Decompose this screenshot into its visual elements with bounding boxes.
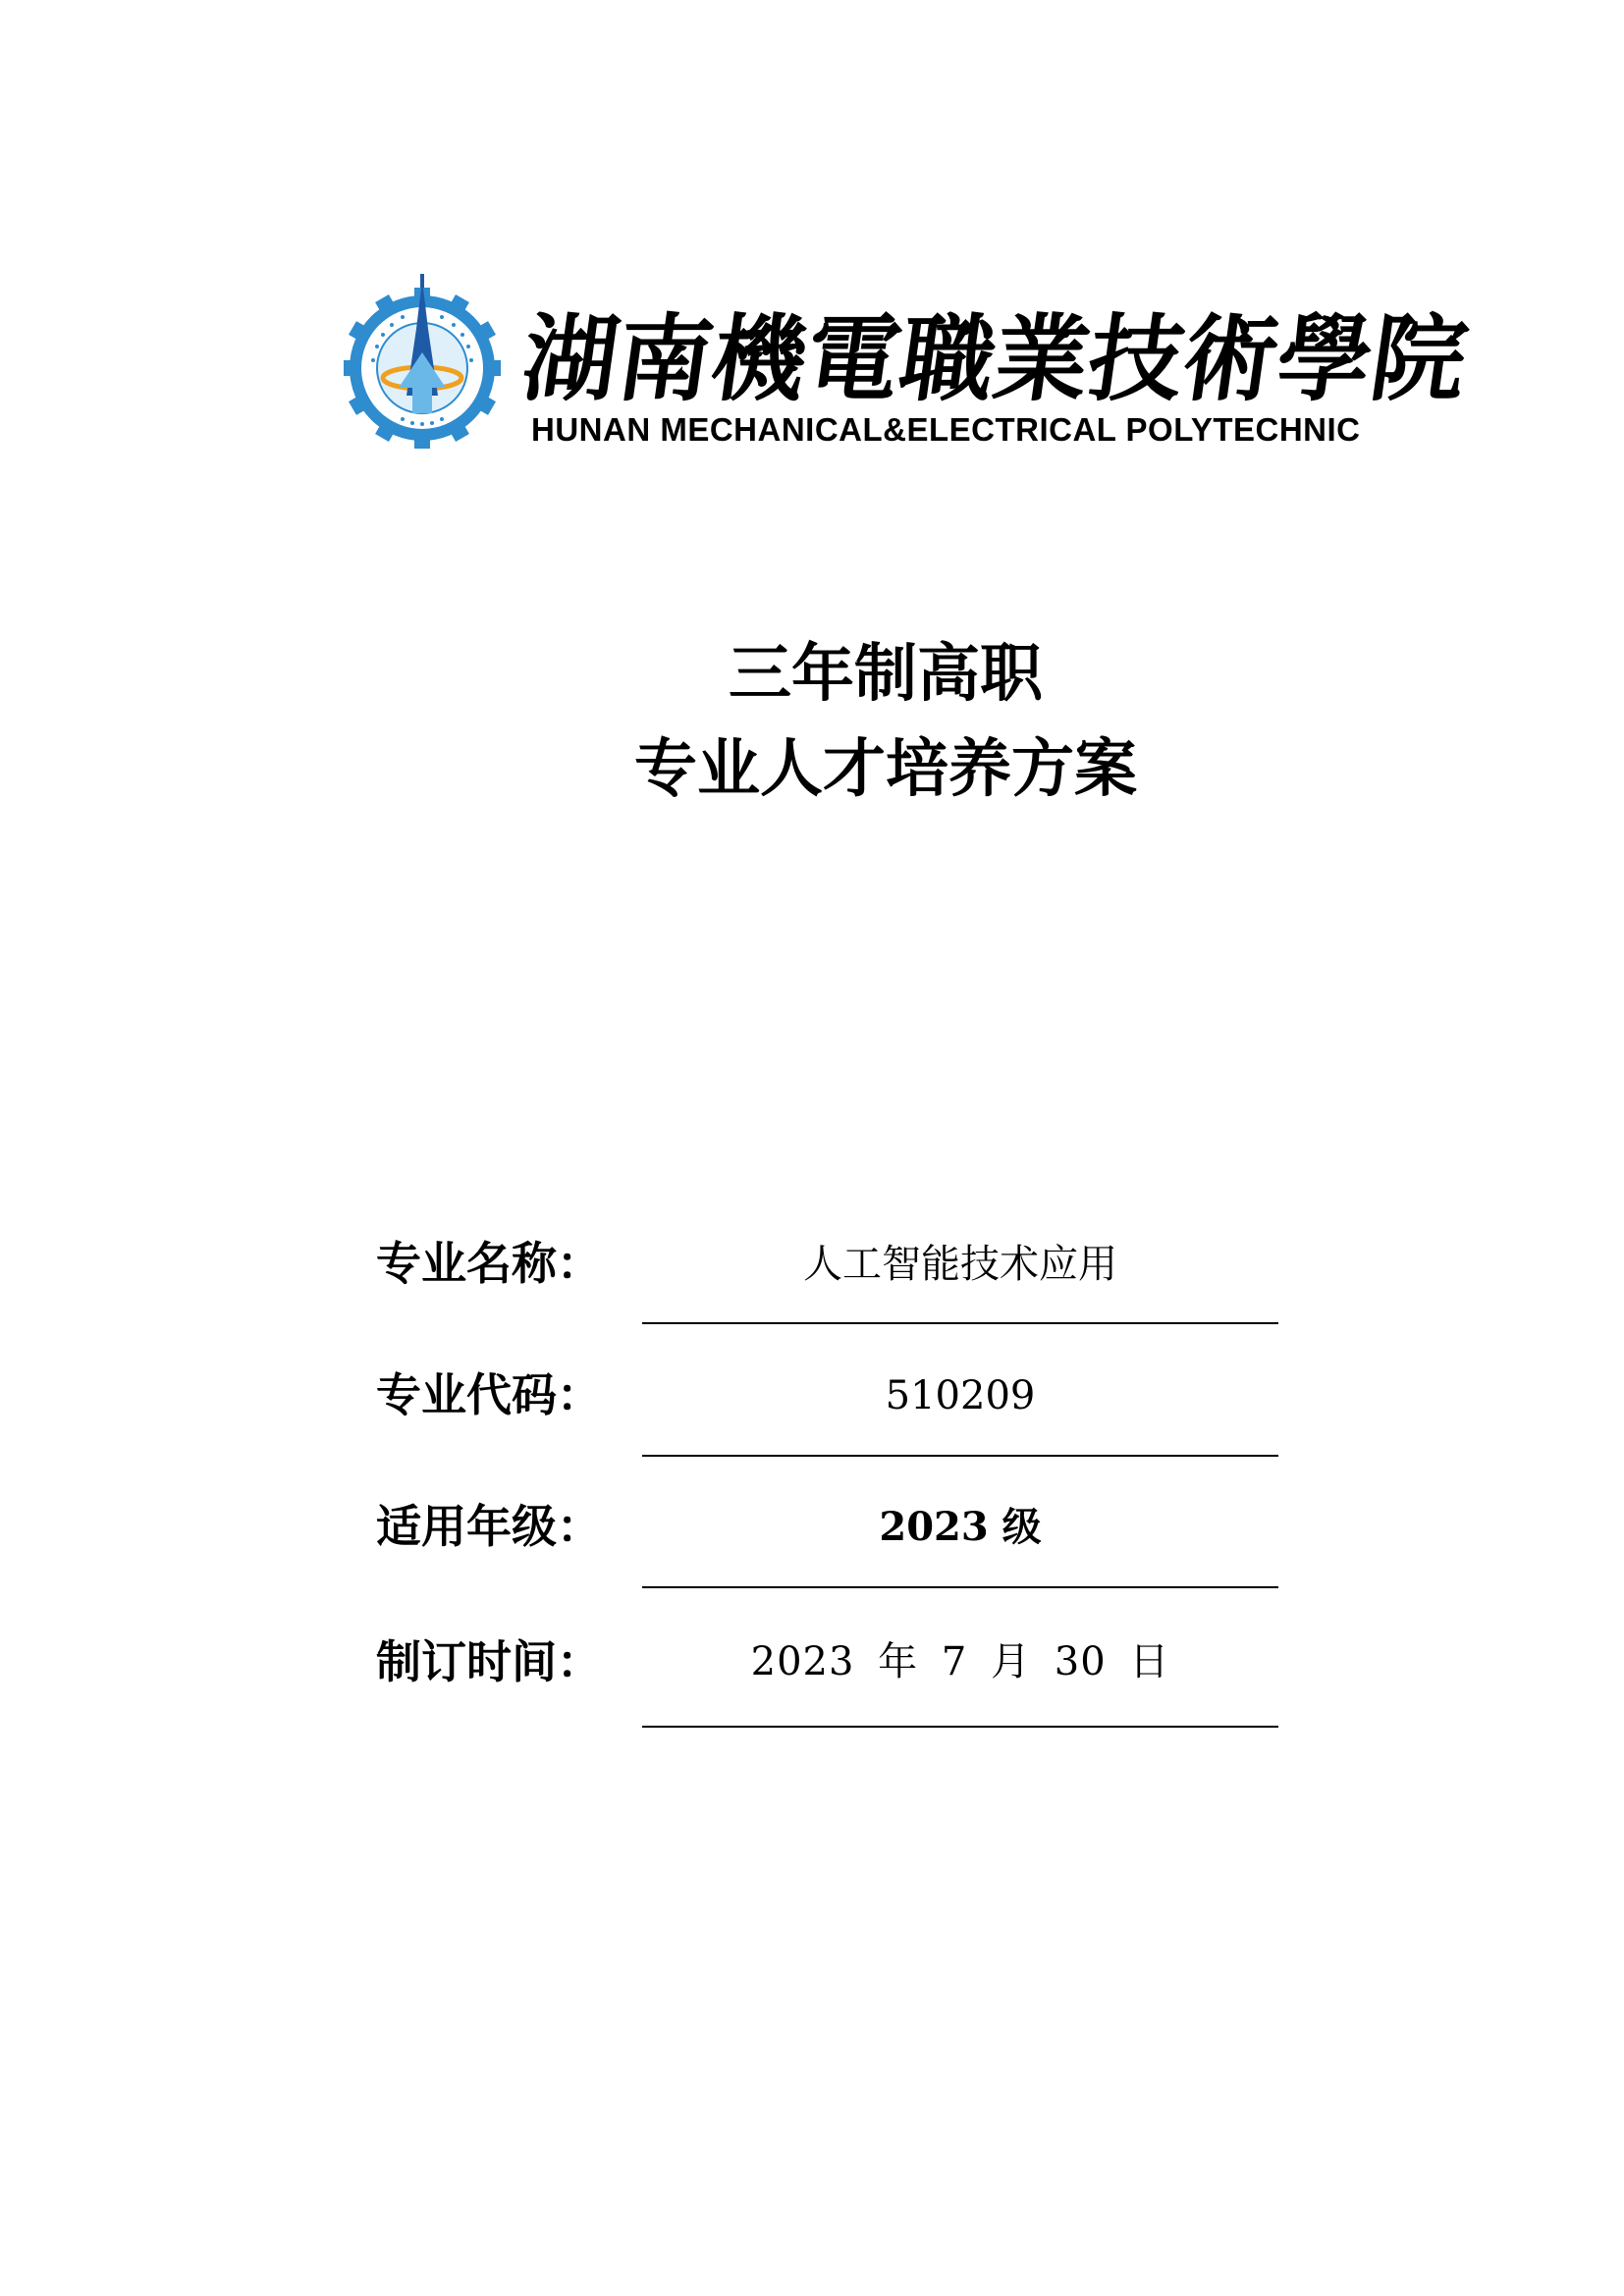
formulation-date-underline: [642, 1726, 1278, 1728]
school-name-chinese: 湖南機電職業技術學院: [515, 303, 1475, 414]
major-code-underline: [642, 1455, 1278, 1457]
major-name-value: 人工智能技术应用: [803, 1242, 1117, 1287]
major-code-label: 专业代码：: [376, 1368, 602, 1421]
applicable-grade-underline: [642, 1586, 1278, 1588]
major-name-label: 专业名称：: [376, 1237, 602, 1290]
school-emblem-icon: [344, 270, 501, 456]
document-title-line-2: 专业人才培养方案: [634, 733, 1137, 806]
formulation-date-value: 2023 年 7 月 30 日: [750, 1639, 1170, 1684]
major-code-value: 510209: [885, 1373, 1036, 1418]
applicable-grade-label: 适用年级：: [376, 1500, 602, 1553]
major-name-underline: [642, 1322, 1278, 1324]
document-title-line-1: 三年制高职: [729, 638, 1043, 711]
applicable-grade-value: 2023 级: [879, 1504, 1042, 1550]
school-name-english: HUNAN MECHANICAL&ELECTRICAL POLYTECHNIC: [531, 411, 1361, 448]
formulation-date-label: 制订时间：: [376, 1635, 602, 1688]
